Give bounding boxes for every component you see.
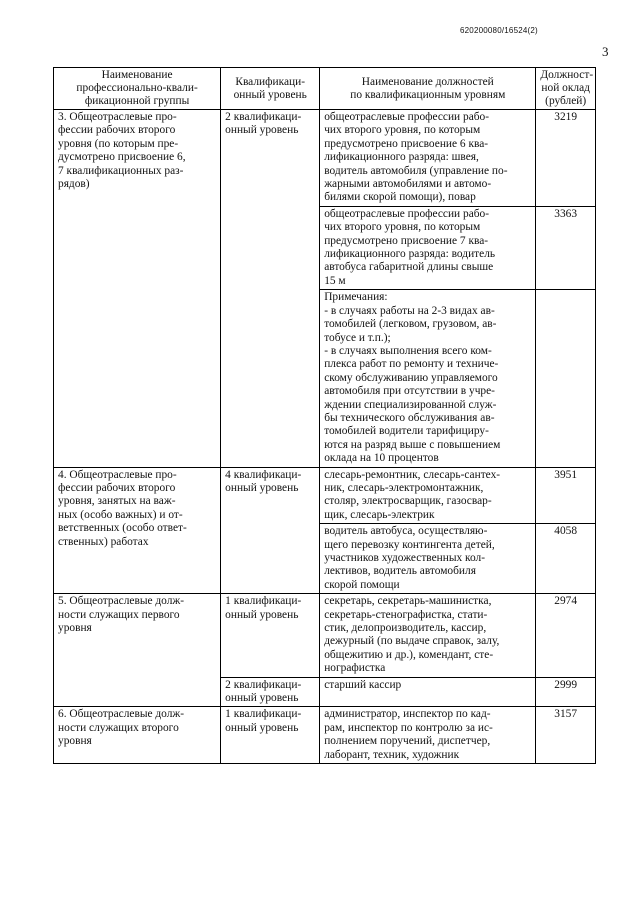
- positions-cell: общеотраслевые профессии рабо- чих второго уровня, по которым предусмотрено присвоение 7 ква- лификационного разряда: водитель автобуса габаритной длины свыше 15 м: [320, 206, 536, 289]
- qualification-level: 2 квалификаци- онный уровень: [221, 677, 320, 707]
- qualification-level: 1 квалификаци- онный уровень: [221, 594, 320, 677]
- positions-cell: секретарь, секретарь-машинистка, секретарь-стенографистка, стати- стик, делопроизводитель, кассир, дежурный (по выдаче справок, залу, общежитию и др.), комендант, сте- нографистка: [320, 594, 536, 677]
- positions-cell: администратор, инспектор по кад- рам, инспектор по контролю за ис- полнением поручений, диспетчер, лаборант, техник, художник: [320, 707, 536, 764]
- table-row: [54, 707, 596, 764]
- salary-table: [53, 67, 596, 764]
- document-number: 620200080/16524(2): [460, 26, 538, 35]
- qualification-level: 2 квалификаци- онный уровень: [221, 110, 320, 468]
- positions-cell: старший кассир: [320, 677, 536, 707]
- salary-cell: 3219: [536, 110, 596, 207]
- notes-cell: Примечания: - в случаях работы на 2-3 видах ав- томобилей (легковом, грузовом, ав- тобусе и т.п.); - в случаях выполнения всего ком- плекса работ по ремонту и техниче- скому обслуживанию управляемого автомобиля при отсутствии в учре- ждении специализированной служ- бы технического обслуживания ав- томобилей водители тарифициру- ются на разряд выше с повышением оклада на 10 процентов: [320, 290, 536, 467]
- qualification-level: 4 квалификаци- онный уровень: [221, 467, 320, 594]
- positions-cell: слесарь-ремонтник, слесарь-сантех- ник, слесарь-электромонтажник, столяр, электросварщик, газосвар- щик, слесарь-электрик: [320, 467, 536, 524]
- salary-cell: 3363: [536, 206, 596, 289]
- positions-cell: водитель автобуса, осуществляю- щего перевозку контингента детей, участников художественных кол- лективов, водитель автомобиля скорой помощи: [320, 524, 536, 594]
- salary-cell: 4058: [536, 524, 596, 594]
- column-header-group: Наименование профессионально-квали- фикационной группы: [54, 68, 221, 110]
- page-number: 3: [602, 44, 609, 59]
- salary-cell: 3157: [536, 707, 596, 764]
- group-name: 4. Общеотраслевые про- фессии рабочих второго уровня, занятых на важ- ных (особо важных) и от- ветственных (особо ответ- ственных) работах: [54, 467, 221, 594]
- table-row: [54, 467, 596, 524]
- group-name: 6. Общеотраслевые долж- ности служащих второго уровня: [54, 707, 221, 764]
- group-name: 3. Общеотраслевые про- фессии рабочих второго уровня (по которым пре- дусмотрено присвоение 6, 7 квалификационных раз- рядов): [54, 110, 221, 468]
- salary-cell: 2999: [536, 677, 596, 707]
- table-row: [54, 110, 596, 207]
- table-row: [54, 594, 596, 677]
- table-header-row: [54, 68, 596, 110]
- column-header-salary: Должност- ной оклад (рублей): [536, 68, 596, 110]
- column-header-level: Квалификаци- онный уровень: [221, 68, 320, 110]
- salary-cell: [536, 290, 596, 467]
- salary-cell: 2974: [536, 594, 596, 677]
- column-header-positions: Наименование должностей по квалификационным уровням: [320, 68, 536, 110]
- salary-cell: 3951: [536, 467, 596, 524]
- qualification-level: 1 квалификаци- онный уровень: [221, 707, 320, 764]
- positions-cell: общеотраслевые профессии рабо- чих второго уровня, по которым предусмотрено присвоение 6 ква- лификационного разряда: швея, водитель автомобиля (управление по- жарными автомобилями и автомо- билями скорой помощи), повар: [320, 110, 536, 207]
- group-name: 5. Общеотраслевые долж- ности служащих первого уровня: [54, 594, 221, 707]
